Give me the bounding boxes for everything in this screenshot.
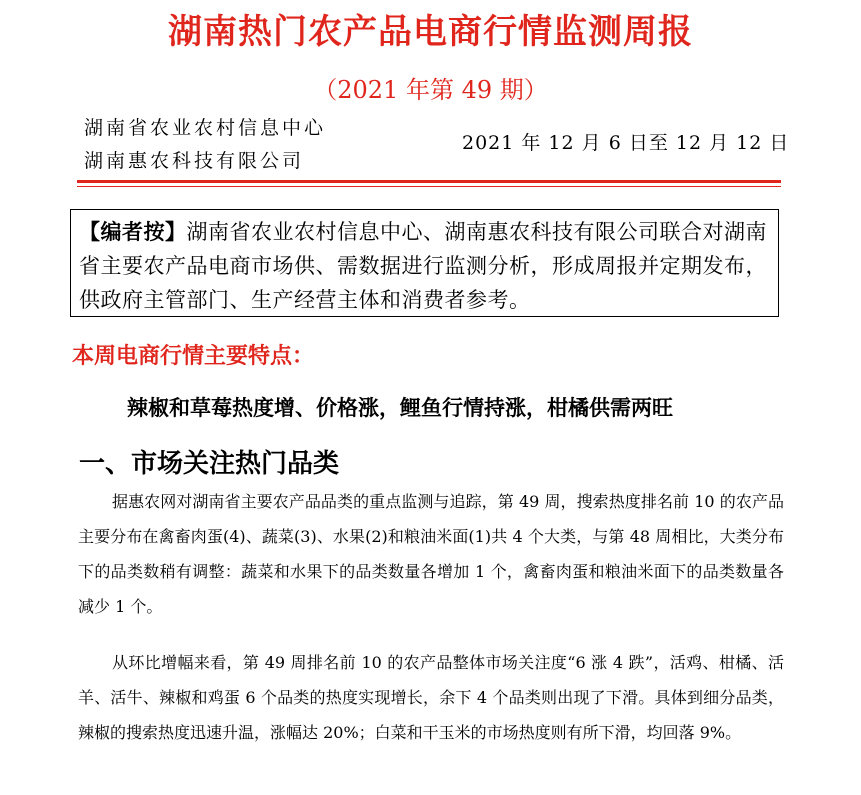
editor-note-text: 湖南省农业农村信息中心、湖南惠农科技有限公司联合对湖南省主要农产品电商市场供、需数据进行监测分析，形成周报并定期发布，供政府主管部门、生产经营主体和消费者参考。 xyxy=(79,220,767,312)
issue-number: （2021 年第 49 期） xyxy=(313,76,548,104)
header-divider-thin xyxy=(77,186,781,187)
date-range: 2021 年 12 月 6 日至 12 月 12 日 xyxy=(462,132,790,154)
editor-note-box xyxy=(70,209,779,317)
publisher-2: 湖南惠农科技有限公司 xyxy=(84,150,305,172)
editor-note-label: 【编者按】 xyxy=(79,220,187,244)
publisher-1: 湖南省农业农村信息中心 xyxy=(84,117,327,139)
section-1-paragraph-2: 从环比增幅来看，第 49 周排名前 10 的农产品整体市场关注度“6 涨 4 跌”，活鸡、柑橘、活羊、活牛、辣椒和鸡蛋 6 个品类的热度实现增长，余下 4 个品类则出现了下滑。具体到细分品类，辣椒的搜索热度迅速升温，涨幅达 20%；白菜和干玉米的市场热度则有所下滑，均回落 9%。 xyxy=(78,653,784,742)
header-divider-thick xyxy=(77,180,781,183)
section-1-heading: 一、市场关注热门品类 xyxy=(79,449,340,479)
weekly-features-heading: 本周电商行情主要特点： xyxy=(72,344,315,369)
report-title: 湖南热门农产品电商行情监测周报 xyxy=(168,12,693,52)
weekly-features-summary: 辣椒和草莓热度增、价格涨，鲤鱼行情持涨，柑橘供需两旺 xyxy=(127,396,673,420)
section-1-paragraph-1: 据惠农网对湖南省主要农产品品类的重点监测与追踪，第 49 周，搜索热度排名前 10 的农产品主要分布在禽畜肉蛋(4)、蔬菜(3)、水果(2)和粮油米面(1)共 4 个大类，与第 48 周相比，大类分布下的品类数稍有调整：蔬菜和水果下的品类数量各增加 1 个，禽畜肉蛋和粮油米面下的品类数量各减少 1 个。 xyxy=(78,492,784,616)
